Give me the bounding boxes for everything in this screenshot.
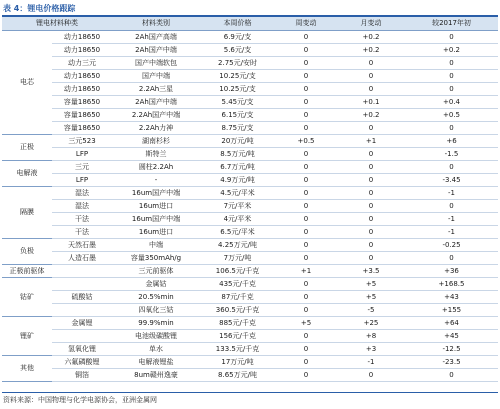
price-cell: 133.5元/千克 <box>200 343 275 356</box>
class-cell: 99.9%min <box>112 317 200 330</box>
month-change-cell: +8 <box>337 330 405 343</box>
class-cell: 湖南杉杉 <box>112 135 200 148</box>
week-change-cell: +1 <box>275 265 337 278</box>
table-row <box>2 356 498 369</box>
week-change-cell: 0 <box>275 148 337 161</box>
type-cell <box>52 265 112 278</box>
class-cell: 2Ah国产高端 <box>112 31 200 44</box>
table-row <box>2 44 498 57</box>
week-change-cell: 0 <box>275 278 337 291</box>
type-cell: 容量18650 <box>52 122 112 135</box>
week-change-cell: 0 <box>275 187 337 200</box>
month-change-cell: 0 <box>337 57 405 70</box>
class-cell: 国产中端软包 <box>112 57 200 70</box>
week-change-cell: 0 <box>275 161 337 174</box>
month-change-cell: 0 <box>337 161 405 174</box>
week-change-cell: 0 <box>275 213 337 226</box>
price-cell: 6.7万元/吨 <box>200 161 275 174</box>
type-cell: 湿法 <box>52 187 112 200</box>
class-cell: - <box>112 174 200 187</box>
class-cell: 容量350mAh/g <box>112 252 200 265</box>
ytd-change-cell: +36 <box>405 265 498 278</box>
table-row <box>2 343 498 356</box>
month-change-cell: 0 <box>337 252 405 265</box>
week-change-cell: 0 <box>275 330 337 343</box>
table-row <box>2 109 498 122</box>
class-cell: 斯特兰 <box>112 148 200 161</box>
ytd-change-cell: 0 <box>405 83 498 96</box>
category-cell: 钴矿 <box>2 278 52 317</box>
source-note: 资料来源：中国物理与化学电源协会，亚洲金属网 <box>3 396 157 404</box>
type-cell: 湿法 <box>52 200 112 213</box>
week-change-cell: 0 <box>275 369 337 382</box>
class-cell: 20.5%min <box>112 291 200 304</box>
class-cell: 8um赣州逸豪 <box>112 369 200 382</box>
table-row <box>2 161 498 174</box>
table-body <box>2 31 498 382</box>
class-cell: 2.2Ah力神 <box>112 122 200 135</box>
category-cell: 其他 <box>2 356 52 382</box>
type-cell: 干法 <box>52 226 112 239</box>
type-cell: 干法 <box>52 213 112 226</box>
category-cell: 电芯 <box>2 31 52 135</box>
week-change-cell: 0 <box>275 226 337 239</box>
ytd-change-cell: +45 <box>405 330 498 343</box>
table-row <box>2 213 498 226</box>
ytd-change-cell: -23.5 <box>405 356 498 369</box>
ytd-change-cell: +6 <box>405 135 498 148</box>
type-cell: 人造石墨 <box>52 252 112 265</box>
week-change-cell: 0 <box>275 57 337 70</box>
month-change-cell: +3 <box>337 343 405 356</box>
week-change-cell: 0 <box>275 70 337 83</box>
class-cell: 16um进口 <box>112 226 200 239</box>
week-change-cell: 0 <box>275 200 337 213</box>
price-cell: 435元/千克 <box>200 278 275 291</box>
ytd-change-cell: 0 <box>405 122 498 135</box>
price-cell: 7元/平米 <box>200 200 275 213</box>
class-cell: 四氧化三钴 <box>112 304 200 317</box>
month-change-cell: 0 <box>337 148 405 161</box>
category-cell: 电解液 <box>2 161 52 187</box>
price-cell: 6.9元/支 <box>200 31 275 44</box>
class-cell: 金属钴 <box>112 278 200 291</box>
price-cell: 4.9万元/吨 <box>200 174 275 187</box>
class-cell: 2.2Ah国产中端 <box>112 109 200 122</box>
type-cell: 动力18650 <box>52 44 112 57</box>
ytd-change-cell: +0.4 <box>405 96 498 109</box>
header-ytd-change: 较2017年初 <box>405 17 498 31</box>
ytd-change-cell: 0 <box>405 57 498 70</box>
table-caption: 表 4：锂电价格跟踪 <box>3 4 76 13</box>
month-change-cell: -5 <box>337 304 405 317</box>
header-material-type: 锂电材料种类 <box>2 17 112 31</box>
table-row <box>2 252 498 265</box>
table-row <box>2 369 498 382</box>
class-cell: 2Ah国产中端 <box>112 96 200 109</box>
week-change-cell: +0.5 <box>275 135 337 148</box>
ytd-change-cell: +64 <box>405 317 498 330</box>
table-row <box>2 226 498 239</box>
price-cell: 4.25万元/吨 <box>200 239 275 252</box>
ytd-change-cell: 0 <box>405 161 498 174</box>
class-cell: 中端 <box>112 239 200 252</box>
ytd-change-cell: -12.5 <box>405 343 498 356</box>
category-cell: 锂矿 <box>2 317 52 356</box>
table-row <box>2 291 498 304</box>
type-cell <box>52 304 112 317</box>
week-change-cell: 0 <box>275 252 337 265</box>
month-change-cell: +5 <box>337 278 405 291</box>
price-cell: 20万元/吨 <box>200 135 275 148</box>
table-row <box>2 317 498 330</box>
table-row <box>2 200 498 213</box>
ytd-change-cell: +0.2 <box>405 44 498 57</box>
type-cell: 容量18650 <box>52 96 112 109</box>
ytd-change-cell: -1 <box>405 187 498 200</box>
table-row <box>2 330 498 343</box>
ytd-change-cell: 0 <box>405 369 498 382</box>
type-cell: 三元 <box>52 161 112 174</box>
week-change-cell: +5 <box>275 317 337 330</box>
month-change-cell: +5 <box>337 291 405 304</box>
week-change-cell: 0 <box>275 83 337 96</box>
class-cell: 2Ah国产中端 <box>112 44 200 57</box>
type-cell: 铜箔 <box>52 369 112 382</box>
ytd-change-cell: -0.25 <box>405 239 498 252</box>
ytd-change-cell: -3.45 <box>405 174 498 187</box>
category-cell: 正极 <box>2 135 52 161</box>
class-cell: 16um国产中端 <box>112 213 200 226</box>
type-cell: 天然石墨 <box>52 239 112 252</box>
table-row <box>2 278 498 291</box>
month-change-cell: +0.1 <box>337 96 405 109</box>
ytd-change-cell: 0 <box>405 252 498 265</box>
month-change-cell: 0 <box>337 226 405 239</box>
price-cell: 6.15元/支 <box>200 109 275 122</box>
price-cell: 87元/千克 <box>200 291 275 304</box>
type-cell: LFP <box>52 174 112 187</box>
ytd-change-cell: 0 <box>405 70 498 83</box>
table-bottom-rule <box>2 392 498 393</box>
table-row <box>2 174 498 187</box>
price-cell: 10.25元/支 <box>200 70 275 83</box>
price-cell: 2.75元/安时 <box>200 57 275 70</box>
type-cell: 六氟磷酸锂 <box>52 356 112 369</box>
type-cell: 容量18650 <box>52 109 112 122</box>
month-change-cell: +0.2 <box>337 109 405 122</box>
week-change-cell: 0 <box>275 356 337 369</box>
month-change-cell: +0.2 <box>337 31 405 44</box>
week-change-cell: 0 <box>275 174 337 187</box>
header-material-class: 材料类别 <box>112 17 200 31</box>
ytd-change-cell: +168.5 <box>405 278 498 291</box>
price-cell: 5.6元/支 <box>200 44 275 57</box>
week-change-cell: 0 <box>275 44 337 57</box>
type-cell <box>52 330 112 343</box>
table-row <box>2 304 498 317</box>
class-cell: 电池级碳酸锂 <box>112 330 200 343</box>
class-cell: 三元前驱体 <box>112 265 200 278</box>
week-change-cell: 0 <box>275 239 337 252</box>
table-row <box>2 31 498 44</box>
price-cell: 8.5万元/吨 <box>200 148 275 161</box>
class-cell: 圆柱2.2Ah <box>112 161 200 174</box>
type-cell: 动力18650 <box>52 70 112 83</box>
price-cell: 17万元/吨 <box>200 356 275 369</box>
class-cell: 单水 <box>112 343 200 356</box>
month-change-cell: 0 <box>337 200 405 213</box>
class-cell: 16um进口 <box>112 200 200 213</box>
price-cell: 8.75元/支 <box>200 122 275 135</box>
lithium-price-table <box>2 17 498 382</box>
ytd-change-cell: +0.5 <box>405 109 498 122</box>
ytd-change-cell: +43 <box>405 291 498 304</box>
week-change-cell: 0 <box>275 31 337 44</box>
type-cell <box>52 278 112 291</box>
table-row <box>2 57 498 70</box>
month-change-cell: 0 <box>337 369 405 382</box>
category-cell: 负极 <box>2 239 52 265</box>
price-cell: 360.5元/千克 <box>200 304 275 317</box>
price-cell: 4元/平米 <box>200 213 275 226</box>
table-row <box>2 187 498 200</box>
month-change-cell: +3.5 <box>337 265 405 278</box>
month-change-cell: 0 <box>337 187 405 200</box>
price-cell: 6.5元/平米 <box>200 226 275 239</box>
week-change-cell: 0 <box>275 343 337 356</box>
month-change-cell: 0 <box>337 213 405 226</box>
month-change-cell: 0 <box>337 70 405 83</box>
month-change-cell: 0 <box>337 239 405 252</box>
type-cell: LFP <box>52 148 112 161</box>
ytd-change-cell: -1.5 <box>405 148 498 161</box>
table-row <box>2 135 498 148</box>
month-change-cell: 0 <box>337 122 405 135</box>
price-cell: 156元/千克 <box>200 330 275 343</box>
header-row <box>2 17 498 31</box>
type-cell: 动力三元 <box>52 57 112 70</box>
header-week-change: 周变动 <box>275 17 337 31</box>
week-change-cell: 0 <box>275 96 337 109</box>
month-change-cell: -1 <box>337 356 405 369</box>
price-cell: 4.5元/平米 <box>200 187 275 200</box>
class-cell: 国产中端 <box>112 70 200 83</box>
month-change-cell: +25 <box>337 317 405 330</box>
price-cell: 10.25元/支 <box>200 83 275 96</box>
price-cell: 7万元/吨 <box>200 252 275 265</box>
price-cell: 8.65万元/吨 <box>200 369 275 382</box>
price-cell: 5.45元/支 <box>200 96 275 109</box>
category-cell: 隔膜 <box>2 187 52 239</box>
table-row <box>2 148 498 161</box>
table-row <box>2 83 498 96</box>
header-week-price: 本周价格 <box>200 17 275 31</box>
table-row <box>2 96 498 109</box>
month-change-cell: 0 <box>337 83 405 96</box>
ytd-change-cell: -1 <box>405 213 498 226</box>
ytd-change-cell: -1 <box>405 226 498 239</box>
table-row <box>2 122 498 135</box>
price-cell: 885元/千克 <box>200 317 275 330</box>
class-cell: 16um国产中端 <box>112 187 200 200</box>
week-change-cell: 0 <box>275 109 337 122</box>
month-change-cell: +0.2 <box>337 44 405 57</box>
table-row <box>2 265 498 278</box>
price-cell: 106.5元/千克 <box>200 265 275 278</box>
type-cell: 硫酸钴 <box>52 291 112 304</box>
type-cell: 金属锂 <box>52 317 112 330</box>
type-cell: 三元523 <box>52 135 112 148</box>
week-change-cell: 0 <box>275 122 337 135</box>
class-cell: 电解液锂盐 <box>112 356 200 369</box>
type-cell: 氢氧化锂 <box>52 343 112 356</box>
class-cell: 2.2Ah三星 <box>112 83 200 96</box>
type-cell: 动力18650 <box>52 83 112 96</box>
ytd-change-cell: 0 <box>405 31 498 44</box>
category-cell: 正极前驱体 <box>2 265 52 278</box>
week-change-cell: 0 <box>275 304 337 317</box>
week-change-cell: 0 <box>275 291 337 304</box>
header-month-change: 月变动 <box>337 17 405 31</box>
table-row <box>2 70 498 83</box>
table-row <box>2 239 498 252</box>
ytd-change-cell: 0 <box>405 200 498 213</box>
type-cell: 动力18650 <box>52 31 112 44</box>
month-change-cell: +1 <box>337 135 405 148</box>
ytd-change-cell: +155 <box>405 304 498 317</box>
month-change-cell: 0 <box>337 174 405 187</box>
